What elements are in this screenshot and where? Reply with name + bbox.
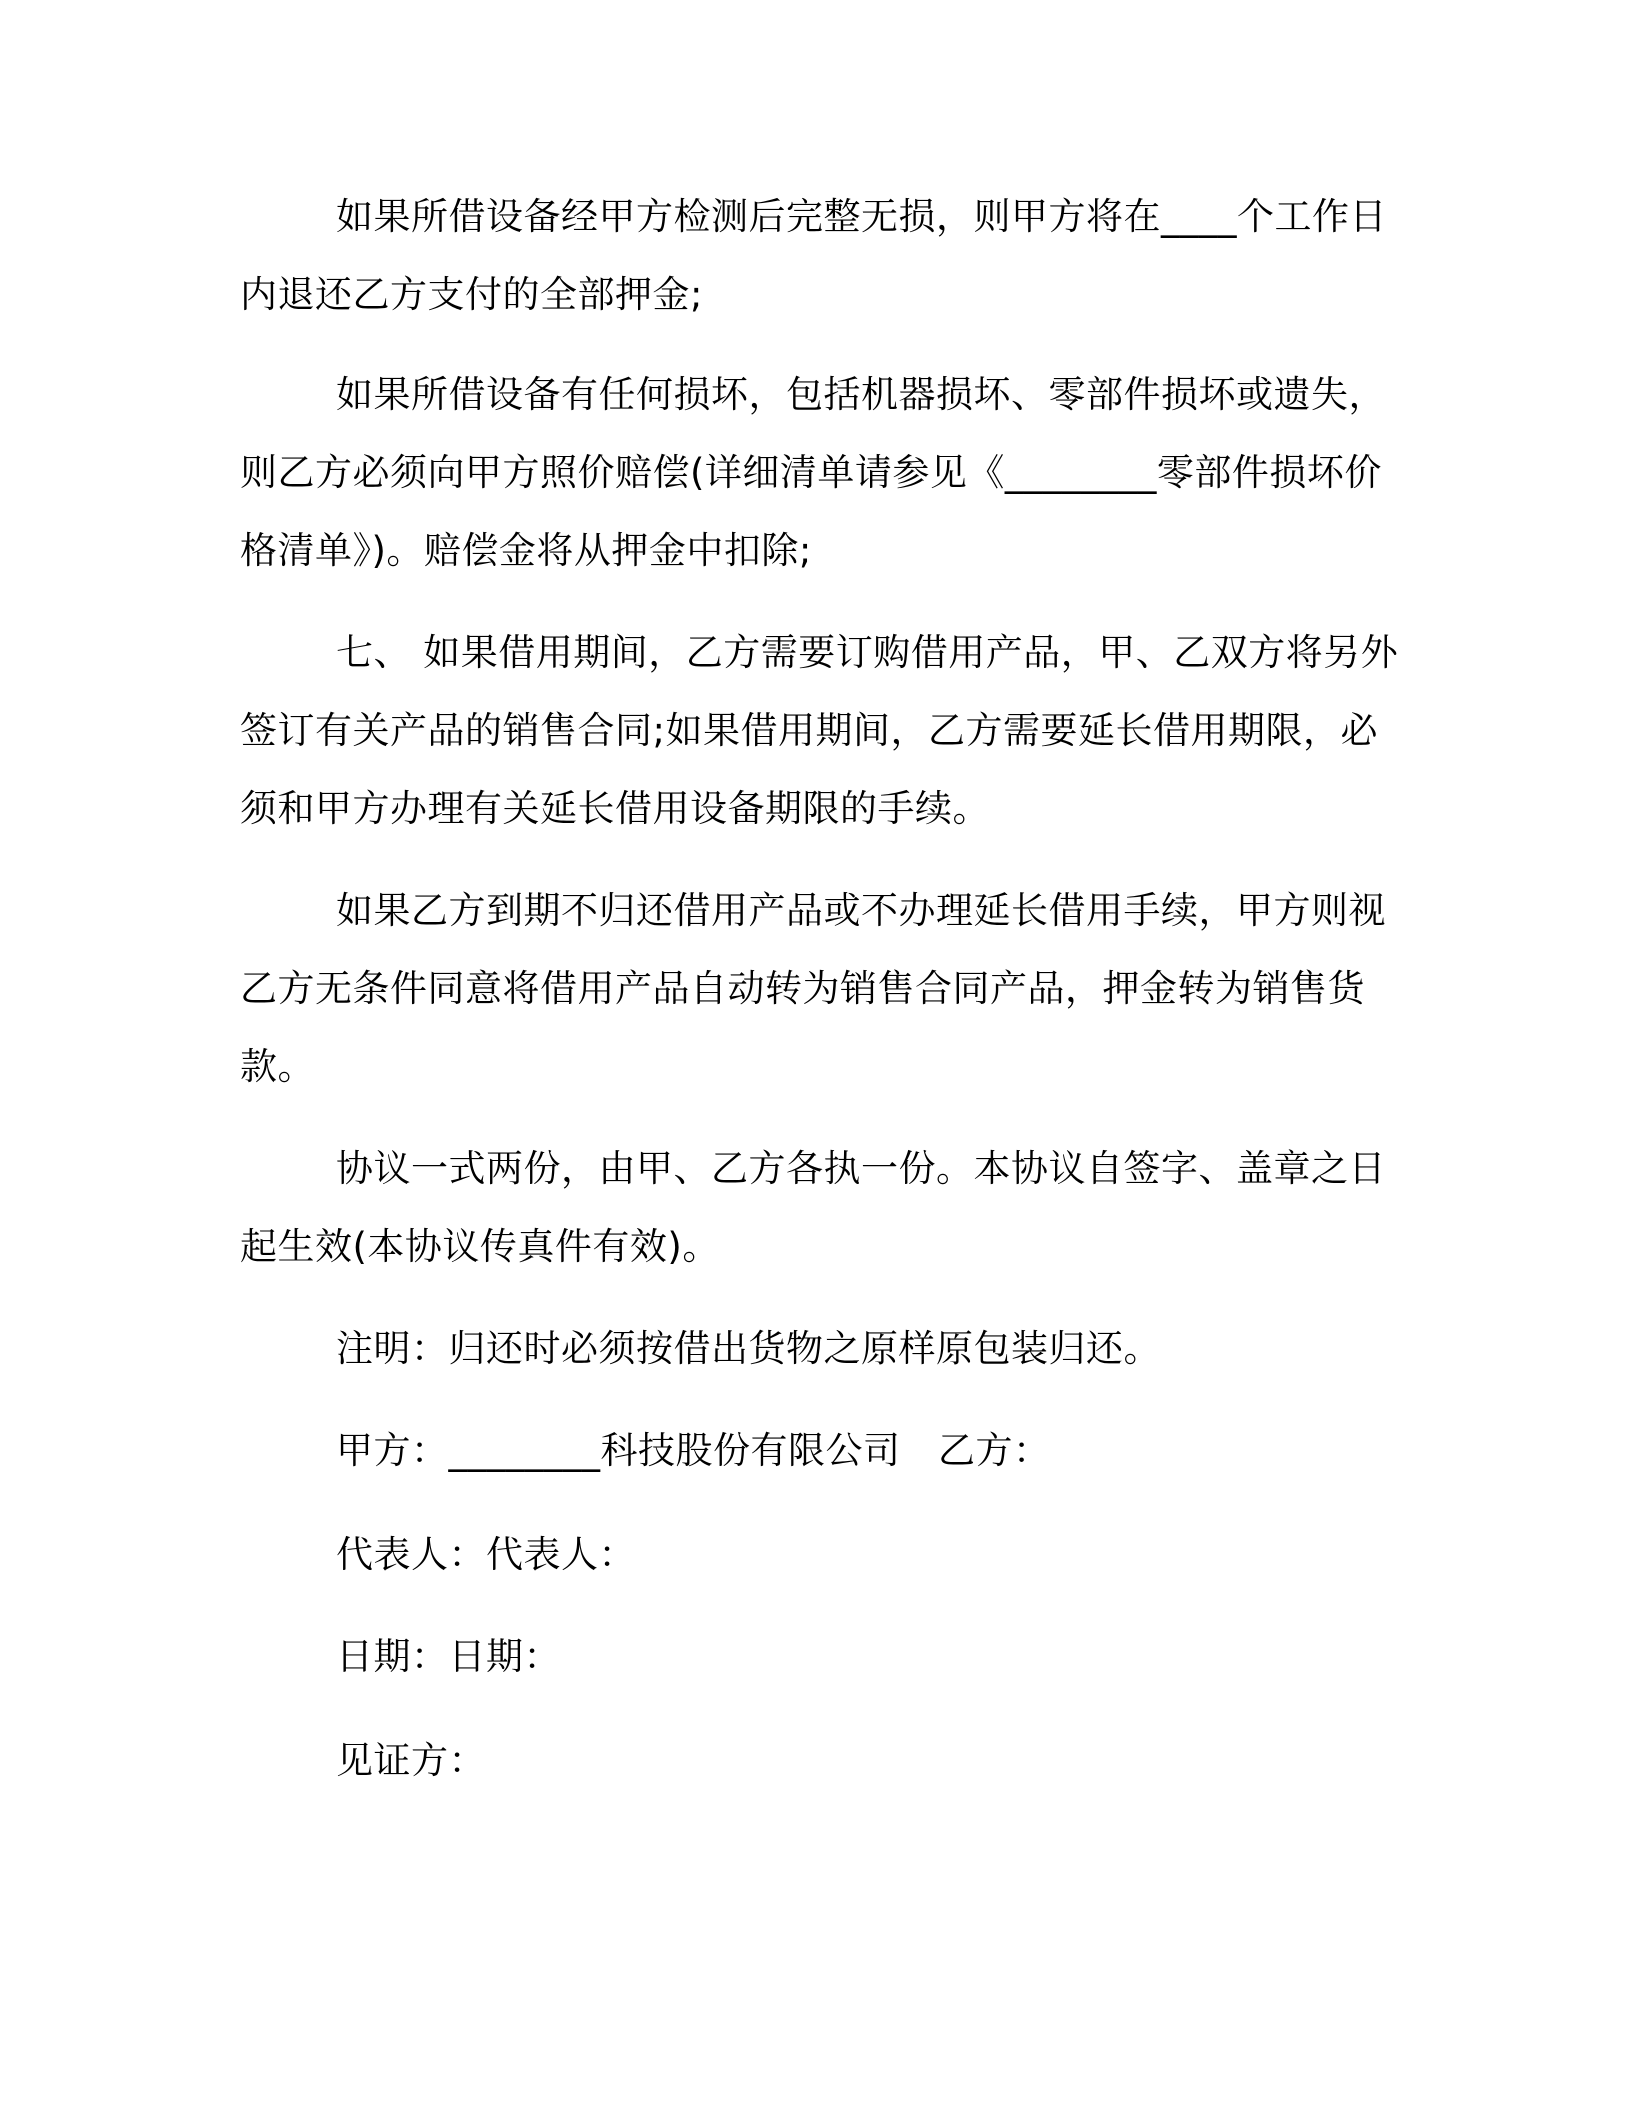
signature-representatives xyxy=(240,1516,1420,1594)
paragraph-line: 代表人：代表人： xyxy=(336,1533,636,1576)
paragraph-line: 则乙方必须向甲方照价赔偿(详细清单请参见《________零部件损坏价 xyxy=(240,451,1382,494)
paragraph-line: 甲方：________科技股份有限公司 乙方： xyxy=(336,1429,1051,1472)
paragraph-note xyxy=(240,1310,1420,1388)
paragraph-line: 起生效(本协议传真件有效)。 xyxy=(240,1225,720,1268)
paragraph-clause-seven xyxy=(240,614,1420,848)
signature-parties xyxy=(240,1412,1420,1490)
signature-dates xyxy=(240,1618,1420,1696)
paragraph-line: 如果乙方到期不归还借用产品或不办理延长借用手续，甲方则视 xyxy=(336,889,1386,932)
signature-witness xyxy=(240,1722,1420,1800)
paragraph-line: 签订有关产品的销售合同;如果借用期间，乙方需要延长借用期限，必 xyxy=(240,709,1378,752)
paragraph-line: 乙方无条件同意将借用产品自动转为销售合同产品，押金转为销售货 xyxy=(240,967,1365,1010)
paragraph-line: 注明：归还时必须按借出货物之原样原包装归还。 xyxy=(336,1327,1161,1370)
paragraph-line: 七、 如果借用期间，乙方需要订购借用产品，甲、乙双方将另外 xyxy=(336,631,1399,674)
paragraph-deposit-refund xyxy=(240,178,1420,334)
paragraph-line: 格清单》)。赔偿金将从押金中扣除; xyxy=(240,529,812,572)
paragraph-line: 协议一式两份，由甲、乙方各执一份。本协议自签字、盖章之日 xyxy=(336,1147,1386,1190)
paragraph-line: 如果所借设备经甲方检测后完整无损，则甲方将在____个工作日 xyxy=(336,195,1387,238)
paragraph-overdue xyxy=(240,872,1420,1106)
paragraph-line: 内退还乙方支付的全部押金; xyxy=(240,273,703,316)
paragraph-line: 款。 xyxy=(240,1045,315,1088)
paragraph-copies xyxy=(240,1130,1420,1286)
paragraph-line: 如果所借设备有任何损坏，包括机器损坏、零部件损坏或遗失， xyxy=(336,373,1386,416)
paragraph-damage-compensation xyxy=(240,356,1420,590)
paragraph-line: 日期：日期： xyxy=(336,1635,561,1678)
paragraph-line: 须和甲方办理有关延长借用设备期限的手续。 xyxy=(240,787,990,830)
paragraph-line: 见证方： xyxy=(336,1739,486,1782)
